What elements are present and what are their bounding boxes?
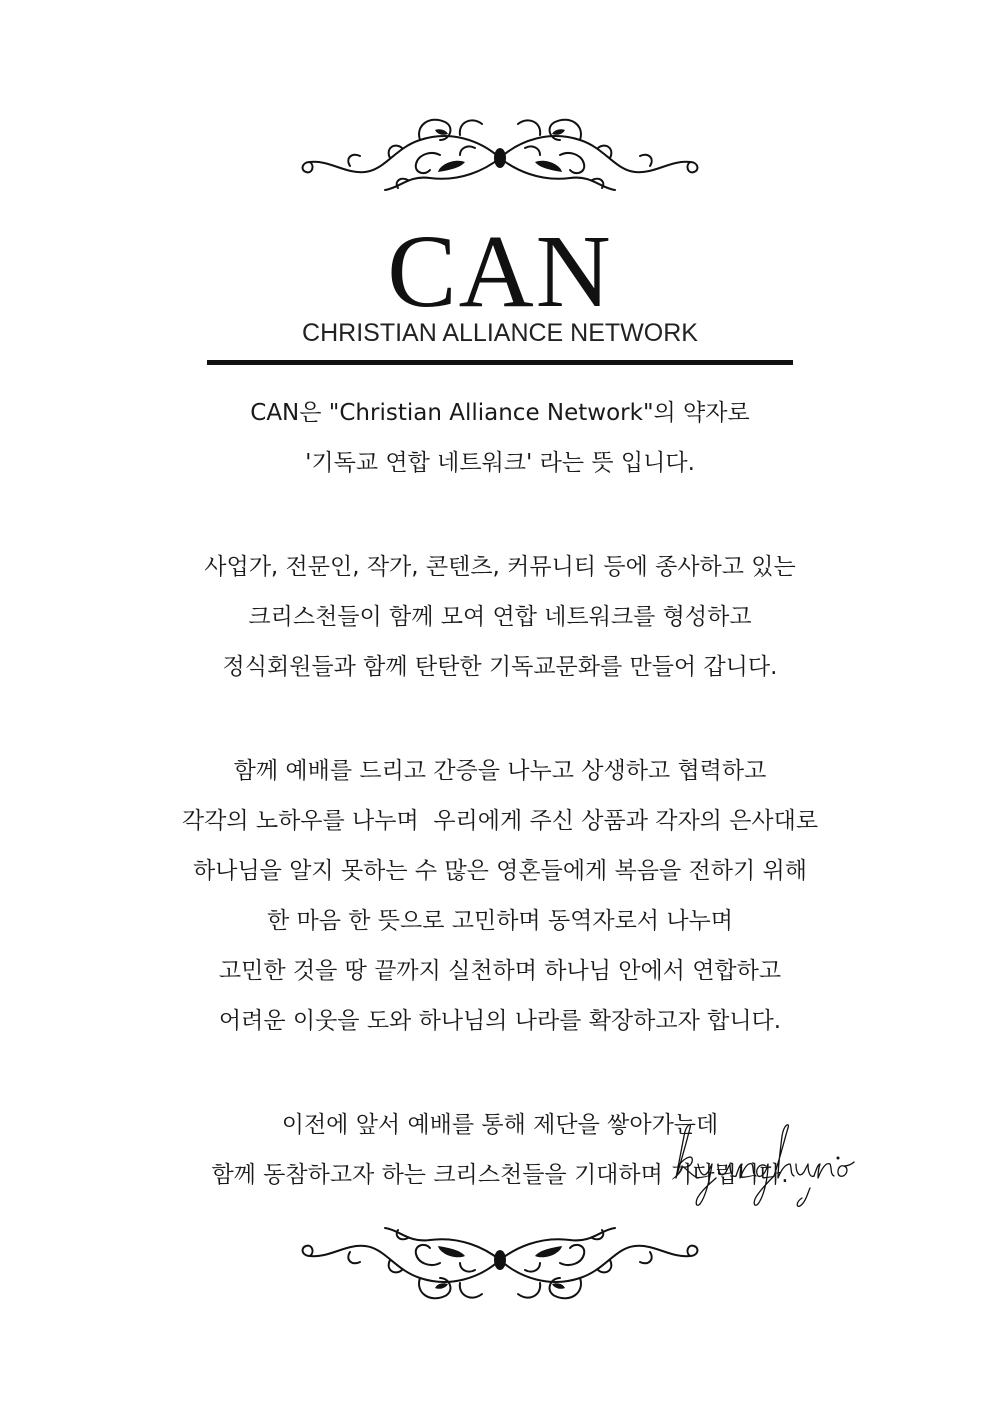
paragraph-line: CAN은 "Christian Alliance Network"의 약자로 xyxy=(250,400,750,426)
title-divider xyxy=(207,360,793,365)
paragraph-line: 크리스천들이 함께 모여 연합 네트워크를 형성하고 xyxy=(248,604,752,630)
paragraph-2 xyxy=(0,542,1000,692)
paragraph-3 xyxy=(0,746,1000,1046)
top-ornament-icon xyxy=(290,100,710,210)
paragraph-line: 함께 예배를 드리고 간증을 나누고 상생하고 협력하고 xyxy=(233,758,767,784)
paragraph-line: 함께 동참하고자 하는 크리스천들을 기대하며 기다립니다. xyxy=(211,1162,789,1188)
paragraph-line: 사업가, 전문인, 작가, 콘텐츠, 커뮤니티 등에 종사하고 있는 xyxy=(204,554,796,580)
body-text xyxy=(0,388,1000,1200)
paragraph-line: 한 마음 한 뜻으로 고민하며 동역자로서 나누며 xyxy=(266,908,733,934)
paragraph-line: '기독교 연합 네트워크' 라는 뜻 입니다. xyxy=(305,450,695,476)
page-title: CAN xyxy=(387,214,613,329)
page-subtitle: CHRISTIAN ALLIANCE NETWORK xyxy=(302,319,698,347)
paragraph-line: 하나님을 알지 못하는 수 많은 영혼들에게 복음을 전하기 위해 xyxy=(193,858,807,884)
paragraph-line: 정식회원들과 함께 탄탄한 기독교문화를 만들어 갑니다. xyxy=(222,654,778,680)
signature xyxy=(668,1118,858,1208)
paragraph-line: 각각의 노하우를 나누며 우리에게 주신 상품과 각자의 은사대로 xyxy=(181,808,819,834)
paragraph-1 xyxy=(0,388,1000,488)
paragraph-line: 이전에 앞서 예배를 통해 제단을 쌓아가는데 xyxy=(281,1112,719,1138)
paragraph-line: 어려운 이웃을 도와 하나님의 나라를 확장하고자 합니다. xyxy=(218,1008,782,1034)
paragraph-line: 고민한 것을 땅 끝까지 실천하며 하나님 안에서 연합하고 xyxy=(218,958,782,984)
bottom-ornament-icon xyxy=(290,1208,710,1318)
